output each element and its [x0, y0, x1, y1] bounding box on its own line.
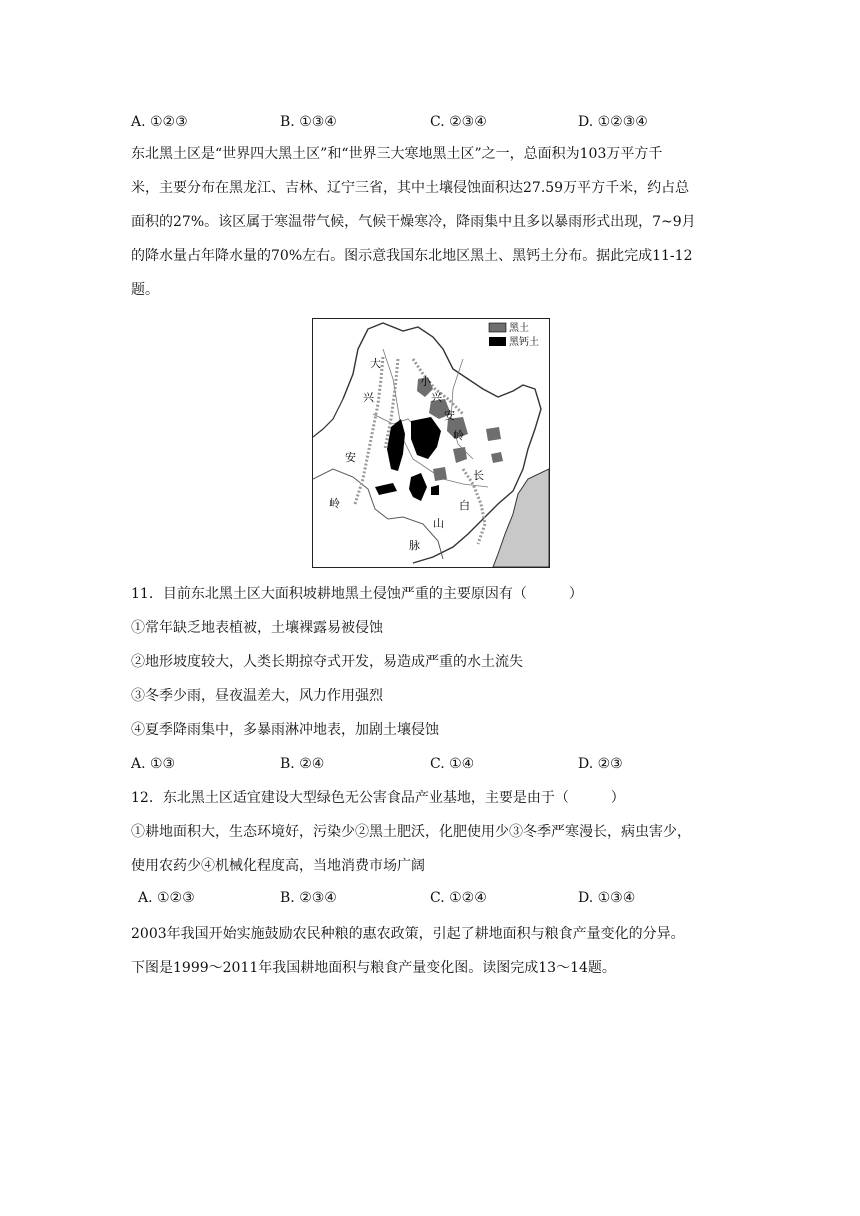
q12-body-2: 使用农药少④机械化程度高，当地消费市场广阔: [131, 858, 425, 874]
intro-line-2: 米，主要分布在黑龙江、吉林、辽宁三省，其中土壤侵蚀面积达27.59万平方千米，约占总: [131, 180, 690, 196]
q11-option-b: B. ②④: [280, 756, 325, 772]
soil-distribution-map: [312, 318, 550, 568]
label-ling-1: 岭: [329, 497, 340, 510]
label-mai: 脉: [409, 539, 420, 552]
q11-stem: 11．目前东北黑土区大面积坡耕地黑土侵蚀严重的主要原因有（ ）: [131, 586, 583, 602]
legend-swatch-black-soil: [489, 323, 506, 332]
q11-item-4: ④夏季降雨集中，多暴雨淋冲地表，加剧土壤侵蚀: [131, 722, 439, 738]
option-b: B. ①③④: [280, 114, 337, 130]
label-xing-1: 兴: [363, 391, 374, 404]
label-ling-2: 岭: [453, 429, 464, 442]
option-a: A. ①②③: [131, 114, 188, 130]
map-svg: [313, 319, 549, 567]
q12-option-d: D. ①③④: [578, 890, 636, 906]
label-xiao: 小: [420, 375, 431, 388]
chernozem-patches: [375, 417, 441, 501]
next-intro-line-2: 下图是1999～2011年我国耕地面积与粮食产量变化图。读图完成13～14题。: [131, 960, 616, 976]
q11-option-a: A. ①③: [131, 756, 176, 772]
q11-option-c: C. ①④: [430, 756, 475, 772]
q11-option-d: D. ②③: [578, 756, 623, 772]
q12-stem: 12．东北黑土区适宜建设大型绿色无公害食品产业基地，主要是由于（ ）: [131, 790, 625, 806]
label-shan: 山: [433, 517, 444, 530]
q11-item-3: ③冬季少雨，昼夜温差大，风力作用强烈: [131, 688, 383, 704]
label-an-2: 安: [444, 409, 455, 422]
q12-body-1: ①耕地面积大，生态环境好，污染少②黑土肥沃，化肥使用少③冬季严寒漫长，病虫害少，: [131, 824, 691, 840]
map-legend: [489, 321, 539, 348]
q12-option-b: B. ②③④: [280, 890, 337, 906]
label-da: 大: [370, 357, 381, 370]
intro-line-3: 面积的27%。该区属于寒温带气候，气候干燥寒冷，降雨集中且多以暴雨形式出现，7~9月: [131, 214, 696, 230]
label-an-1: 安: [345, 451, 356, 464]
option-c: C. ②③④: [430, 114, 487, 130]
intro-line-5: 题。: [131, 282, 159, 298]
label-xing-2: 兴: [431, 391, 442, 404]
q11-item-2: ②地形坡度较大，人类长期掠夺式开发，易造成严重的水土流失: [131, 654, 523, 670]
sea-area: [493, 469, 549, 567]
label-bai: 白: [459, 499, 470, 512]
label-chang: 长: [473, 469, 484, 482]
q11-item-1: ①常年缺乏地表植被，土壤裸露易被侵蚀: [131, 620, 383, 636]
legend-swatch-chernozem: [489, 337, 506, 346]
q12-option-a: A. ①②③: [138, 890, 195, 906]
intro-line-1: 东北黑土区是“世界四大黑土区”和“世界三大寒地黑土区”之一，总面积为103万平方千: [131, 146, 663, 162]
legend-label-black-soil: 黑土: [509, 323, 529, 334]
legend-label-chernozem: 黑钙土: [509, 337, 539, 348]
next-intro-line-1: 2003年我国开始实施鼓励农民种粮的惠农政策，引起了耕地面积与粮食产量变化的分异。: [131, 926, 685, 942]
intro-line-4: 的降水量占年降水量的70%左右。图示意我国东北地区黑土、黑钙土分布。据此完成11-12: [131, 248, 693, 264]
q12-option-c: C. ①②④: [430, 890, 487, 906]
option-d: D. ①②③④: [578, 114, 648, 130]
